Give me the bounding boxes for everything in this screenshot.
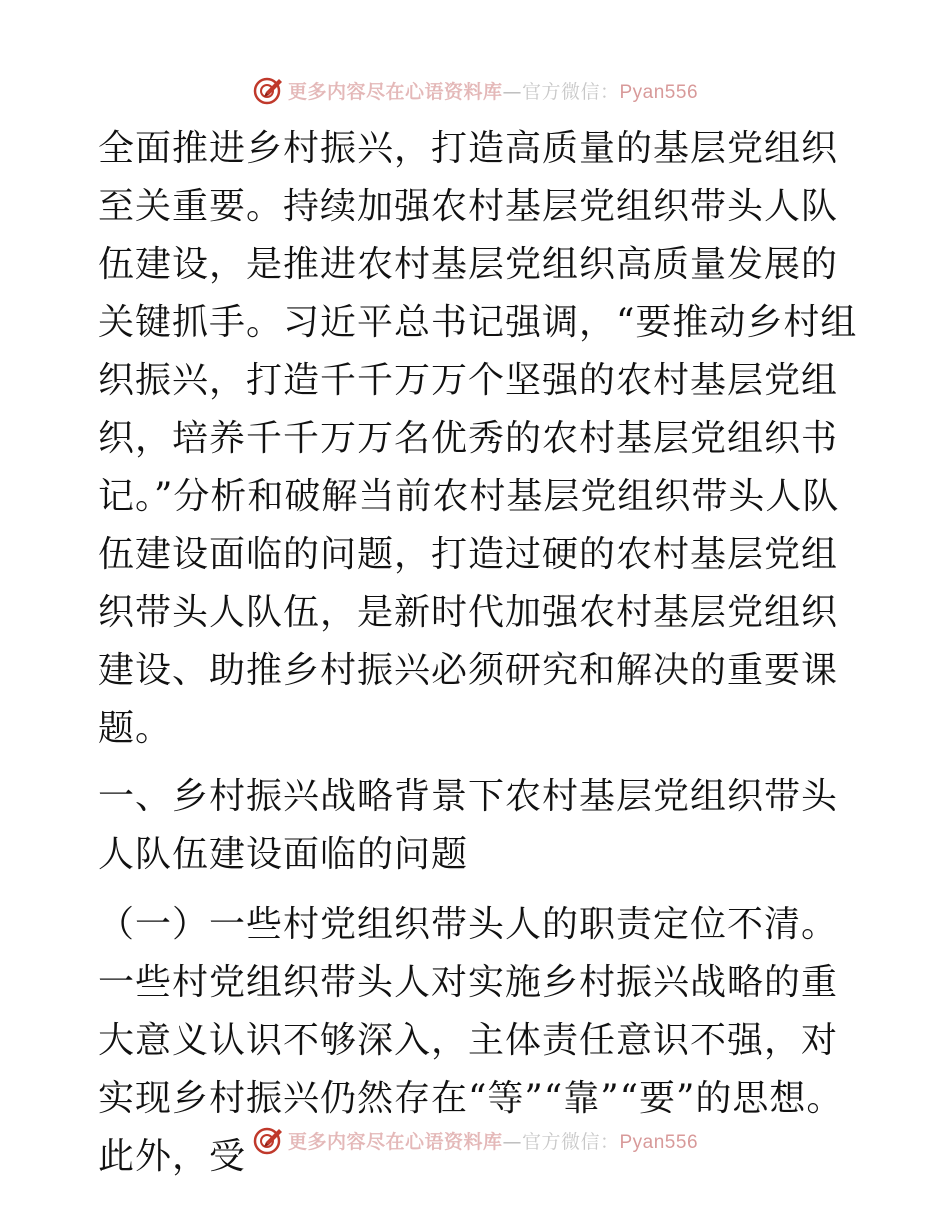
banner-main-text: 更多内容尽在心语资料库 bbox=[287, 80, 503, 103]
banner-sub-text: 官方微信： bbox=[521, 80, 620, 103]
banner-text bbox=[288, 77, 698, 104]
paragraph-subsection-1: （一）一些村党组织带头人的职责定位不清。一些村党组织带头人对实施乡村振兴战略的重大意义认识不够深入，主体责任意识不强，对实现乡村振兴仍然存在“等”“靠”“要”的思想。此外，受 bbox=[98, 904, 844, 1177]
banner-main-text: 更多内容尽在心语资料库 bbox=[287, 1130, 503, 1153]
pen-logo-icon bbox=[252, 1124, 284, 1156]
header-watermark-banner bbox=[0, 70, 950, 110]
paragraph-intro: 全面推进乡村振兴，打造高质量的基层党组织至关重要。持续加强农村基层党组织带头人队伍建设，是推进农村基层党组织高质量发展的关键抓手。习近平总书记强调，“要推动乡村组织振兴，打造千千万万个坚强的农村基层党组织，培养千千万万名优秀的农村基层党组织书记。”分析和破解当前农村基层党组织带头人队伍建设面临的问题，打造过硬的农村基层党组织带头人队伍，是新时代加强农村基层党组织建设、助推乡村振兴必须研究和解决的重要课题。 bbox=[98, 128, 858, 749]
footer-watermark-banner bbox=[0, 1120, 950, 1160]
banner-dash: — bbox=[502, 1130, 522, 1153]
banner-text bbox=[288, 1127, 698, 1154]
pen-logo-icon bbox=[252, 74, 284, 106]
banner-sub-text: 官方微信： bbox=[521, 1130, 620, 1153]
banner-wechat-id: Pyan556 bbox=[619, 1131, 699, 1153]
banner-wechat-id: Pyan556 bbox=[619, 81, 699, 103]
section-heading: 一、乡村振兴战略背景下农村基层党组织带头人队伍建设面临的问题 bbox=[98, 776, 839, 875]
document-body bbox=[98, 120, 858, 1186]
banner-dash: — bbox=[502, 80, 522, 103]
